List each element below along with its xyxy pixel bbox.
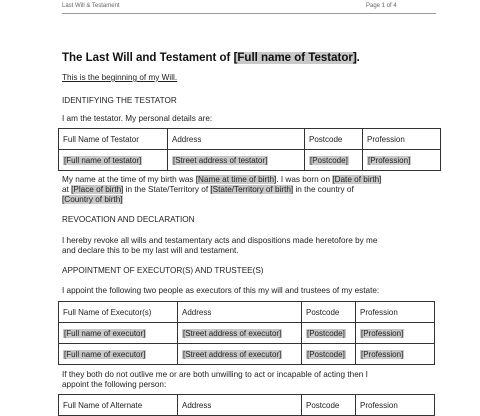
alternate-table — [58, 394, 435, 416]
birth-line-2 — [62, 185, 354, 196]
table-cell — [168, 150, 305, 171]
table-cell — [305, 150, 363, 171]
executor-lead-text: I appoint the following two people as executors of this my will and trustees of my estate: — [62, 286, 380, 295]
table-cell — [178, 344, 302, 365]
executor-name-field[interactable]: [Full name of executor] — [64, 328, 146, 338]
column-header: Full Name of Alternate — [59, 395, 178, 416]
executor-postcode-field[interactable]: [Postcode] — [307, 349, 345, 359]
table-cell — [59, 344, 178, 365]
table-row — [59, 323, 435, 344]
table-header-row — [59, 395, 435, 416]
header-document-name: Last Will & Testament — [62, 3, 120, 9]
birth-line-1 — [62, 175, 381, 186]
table-row — [59, 150, 441, 171]
alternate-line-1: If they both do not outlive me or are both unwilling to act or incapable of acting then I — [62, 370, 368, 379]
table-cell — [356, 344, 435, 365]
testator-details-table — [58, 128, 441, 171]
column-header: Address — [178, 302, 302, 323]
executor-profession-field[interactable]: [Profession] — [361, 328, 404, 338]
executor-address-field[interactable]: [Street address of executor] — [183, 349, 282, 359]
table-cell — [178, 323, 302, 344]
birth-date-field[interactable]: [Date of birth] — [332, 175, 382, 184]
title-suffix: . — [356, 52, 360, 64]
birth-state-field[interactable]: [State/Territory of birth] — [210, 185, 294, 194]
birth-name-field[interactable]: [Name at time of birth] — [195, 175, 277, 184]
table-header-row — [59, 129, 441, 150]
executor-profession-field[interactable]: [Profession] — [361, 349, 404, 359]
testator-name-field[interactable]: [Full name of testator] — [64, 155, 142, 165]
birth-text: My name at the time of my birth was — [62, 175, 196, 184]
executor-name-field[interactable]: [Full name of executor] — [64, 349, 146, 359]
table-cell — [356, 323, 435, 344]
revocation-line-1: I hereby revoke all wills and testamentary acts and dispositions made heretofore by me — [62, 236, 378, 245]
birth-line-3 — [62, 195, 123, 206]
column-header: Full Name of Testator — [59, 129, 168, 150]
heading-appointment: APPOINTMENT OF EXECUTOR(S) AND TRUSTEE(S) — [62, 266, 264, 275]
intro-line: This is the beginning of my Will. — [62, 73, 178, 82]
document-title — [62, 52, 360, 64]
table-cell — [59, 323, 178, 344]
header-divider — [62, 13, 436, 14]
column-header: Address — [178, 395, 302, 416]
revocation-line-2: and declare this to be my last will and testament. — [62, 246, 239, 255]
column-header: Postcode — [305, 129, 363, 150]
testator-postcode-field[interactable]: [Postcode] — [310, 155, 348, 165]
birth-country-field[interactable]: [Country of birth] — [62, 195, 123, 204]
table-cell — [59, 150, 168, 171]
executor-postcode-field[interactable]: [Postcode] — [307, 328, 345, 338]
birth-text: in the country of — [293, 185, 354, 194]
testator-profession-field[interactable]: [Profession] — [368, 155, 411, 165]
table-row — [59, 344, 435, 365]
birth-place-field[interactable]: [Place of birth] — [71, 185, 124, 194]
birth-text: at — [62, 185, 72, 194]
alternate-line-2: appoint the following person: — [62, 380, 167, 389]
table-header-row — [59, 302, 435, 323]
column-header: Profession — [363, 129, 441, 150]
executor-table — [58, 301, 435, 365]
table-cell — [302, 323, 356, 344]
table-cell — [302, 344, 356, 365]
title-prefix: The Last Will and Testament of — [62, 52, 234, 64]
table-cell — [363, 150, 441, 171]
column-header: Address — [168, 129, 305, 150]
heading-revocation: REVOCATION AND DECLARATION — [62, 215, 195, 224]
column-header: Postcode — [302, 395, 356, 416]
executor-address-field[interactable]: [Street address of executor] — [183, 328, 282, 338]
header-page-number: Page 1 of 4 — [366, 3, 397, 9]
column-header: Full Name of Executor(s) — [59, 302, 178, 323]
testator-address-field[interactable]: [Street address of testator] — [173, 155, 268, 165]
column-header: Postcode — [302, 302, 356, 323]
title-testator-field[interactable]: [Full name of Testator] — [233, 52, 357, 64]
birth-text: in the State/Territory of — [123, 185, 211, 194]
birth-text: . I was born on — [276, 175, 333, 184]
column-header: Profession — [356, 302, 435, 323]
testator-lead-text: I am the testator. My personal details are: — [62, 114, 213, 123]
heading-identifying-testator: IDENTIFYING THE TESTATOR — [62, 96, 177, 105]
column-header: Profession — [356, 395, 435, 416]
